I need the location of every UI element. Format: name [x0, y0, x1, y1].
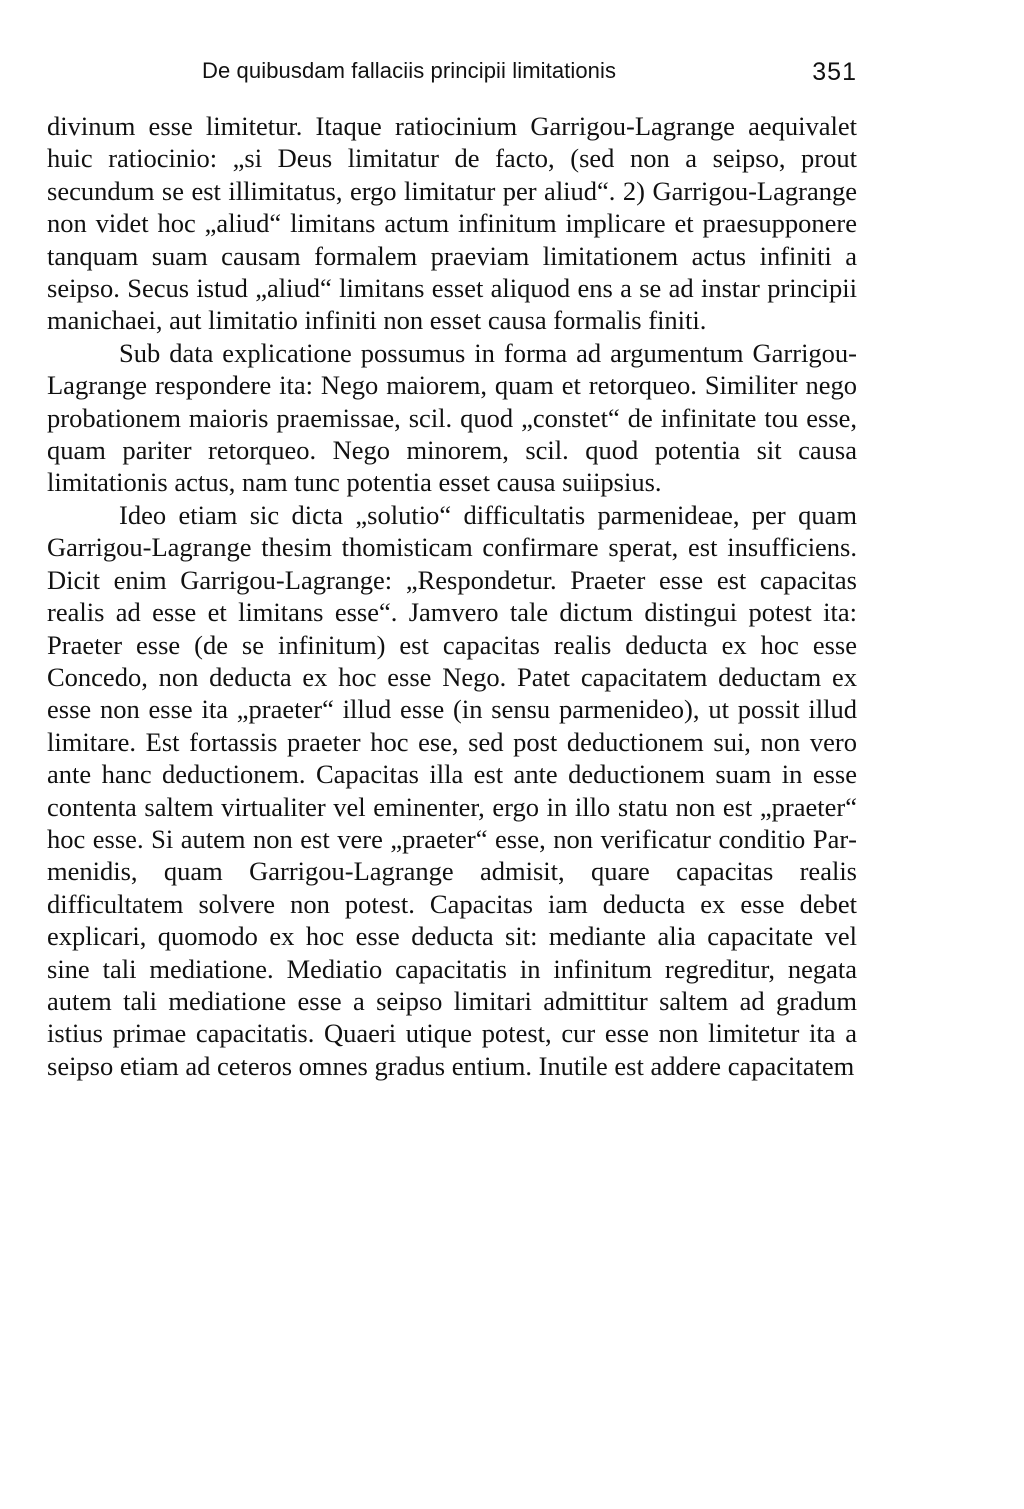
book-page — [47, 48, 857, 1082]
paragraph: Ideo etiam sic dicta „solutio“ difficultatis parmenideae, per quam Garrigou-Lagrange thesim thomisticam confirmare sperat, est insufficiens. Dicit enim Garrigou-Lagrange: „Respondetur. Praeter esse est capacitas realis ad esse et limitans esse“. Jamvero tale dictum distingui potest ita: Praeter esse (de se infinitum) est capacitas realis deducta ex hoc esse Concedo, non deducta ex hoc esse Nego. Patet capacitatem deductam ex esse non esse ita „praeter“ illud esse (in sensu parmenideo), ut possit illud limitare. Est fortassis praeter hoc ese, sed post deductionem sui, non vero ante hanc deductionem. Capacitas illa est ante deductionem suam in esse contenta saltem virtualiter vel eminenter, ergo in illo statu non est „praeter“ hoc esse. Si autem non est vere „praeter“ esse, non verificatur conditio Parmenidis, quam Garrigou-Lagrange admisit, quare capacitas realis difficultatem solvere non potest. Capacitas iam deducta ex esse debet explicari, quomodo ex hoc esse deducta sit: mediante alia capacitate vel sine tali mediatione. Mediatio capacitatis in infinitum regreditur, negata autem tali mediatione esse a seipso limitari admittitur saltem ad gradum istius primae capacitatis. Quaeri utique potest, cur esse non limitetur ita a seipso etiam ad ceteros omnes gradus entium. Inutile est addere capacitatem — [47, 499, 857, 1081]
paragraph: Sub data explicatione possumus in forma ad argumentum Garrigou-Lagrange respondere ita: Nego maiorem, quam et retorqueo. Similiter nego probationem maioris praemissae, scil. quod „constet“ de infinitate tou esse, quam pariter retorqueo. Nego minorem, scil. quod potentia sit causa limitationis actus, nam tunc potentia esset causa suiipsius. — [47, 337, 857, 498]
body-text — [47, 110, 857, 1082]
paragraph-continued: divinum esse limitetur. Itaque ratiocinium Garrigou-Lagrange aequivalet huic ratiocinio: „si Deus limitatur de facto, (sed non a seipso, prout secundum se est illimitatus, ergo limitatur per aliud“. 2) Garrigou-Lagrange non videt hoc „aliud“ limitans actum infinitum implicare et praesupponere tanquam suam causam formalem praeviam limitationem actus infiniti a seipso. Secus istud „aliud“ limitans esset aliquod ens a se ad instar principii manichaei, aut limitatio infiniti non esset causa formalis finiti. — [47, 111, 857, 336]
running-title: De quibusdam fallaciis principii limitationis — [202, 58, 617, 83]
running-head — [47, 48, 857, 100]
page-number: 351 — [812, 58, 857, 86]
